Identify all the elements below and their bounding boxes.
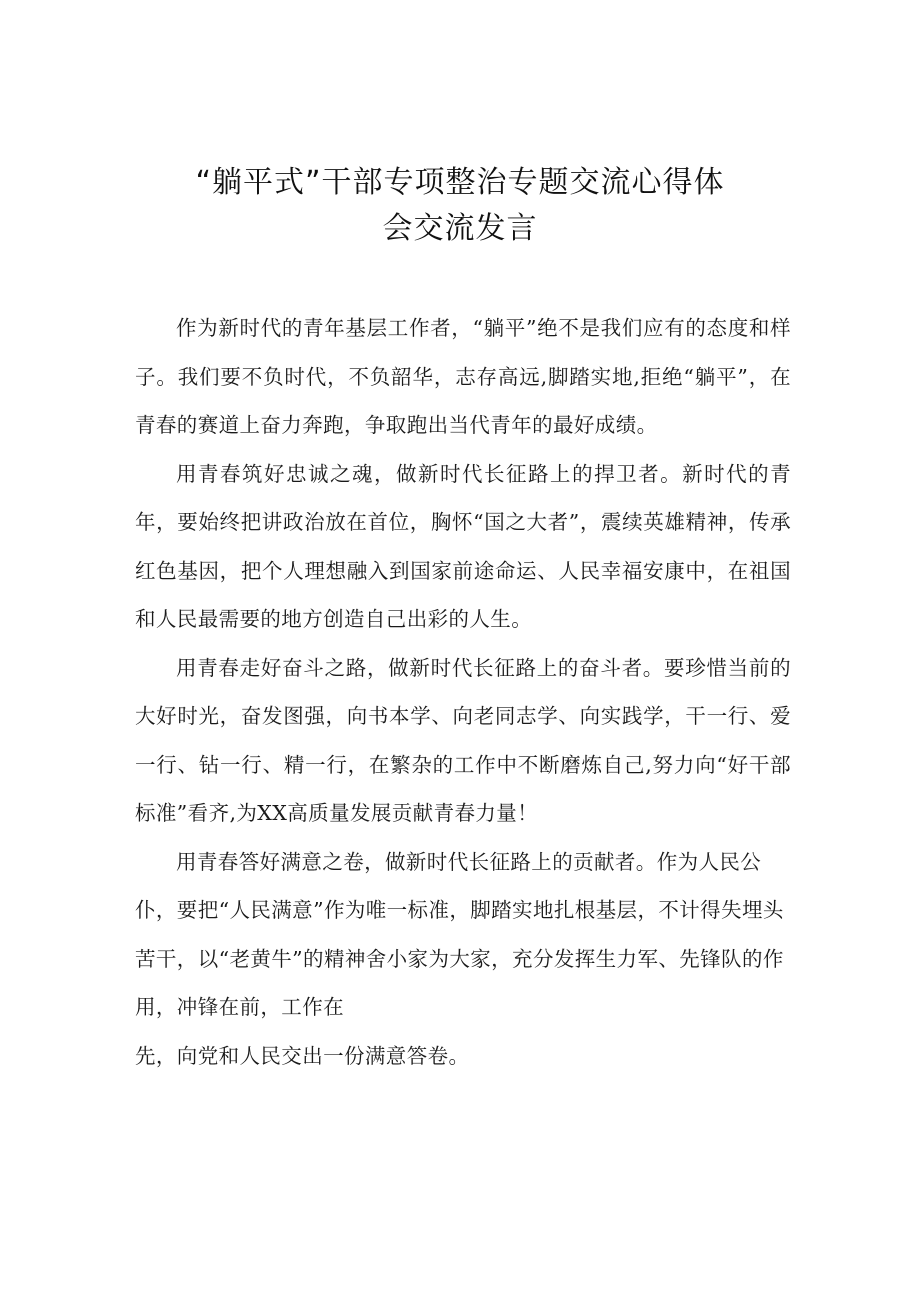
document-body: [135, 304, 791, 1080]
paragraph-4-continuation: 先，向党和人民交出一份满意答卷。: [135, 1043, 470, 1068]
paragraph-2: 用青春筑好忠诚之魂，做新时代长征路上的捍卫者。新时代的青年，要始终把讲政治放在首位，胸怀“国之大者”，震续英雄精神，传承红色基因，把个人理想融入到国家前途命运、人民幸福安康中，在祖国和人民最需要的地方创造自己出彩的人生。: [135, 461, 791, 631]
paragraph-1: 作为新时代的青年基层工作者，“躺平”绝不是我们应有的态度和样子。我们要不负时代，不负韶华，志存高远,脚踏实地,拒绝“躺平”，在青春的赛道上奋力奔跑，争取跑出当代青年的最好成绩。: [135, 316, 791, 437]
title-line-2: 会交流发言: [382, 211, 538, 246]
paragraph-4: 用青春答好满意之卷，做新时代长征路上的贡献者。作为人民公仆，要把“人民满意”作为唯一标准，脚踏实地扎根基层，不计得失埋头苦干，以“老黄牛”的精神舍小家为大家，充分发挥生力军、先锋队的作用，冲锋在前，工作在: [135, 849, 784, 1019]
paragraph-3: 用青春走好奋斗之路，做新时代长征路上的奋斗者。要珍惜当前的大好时光，奋发图强，向书本学、向老同志学、向实践学，干一行、爱一行、钻一行、精一行，在繁杂的工作中不断磨炼自己,努力向“好干部标准”看齐,为XX高质量发展贡献青春力量！: [135, 655, 791, 825]
title-line-1: “躺平式”干部专项整治专题交流心得体: [195, 165, 725, 200]
document-title: [0, 160, 920, 252]
